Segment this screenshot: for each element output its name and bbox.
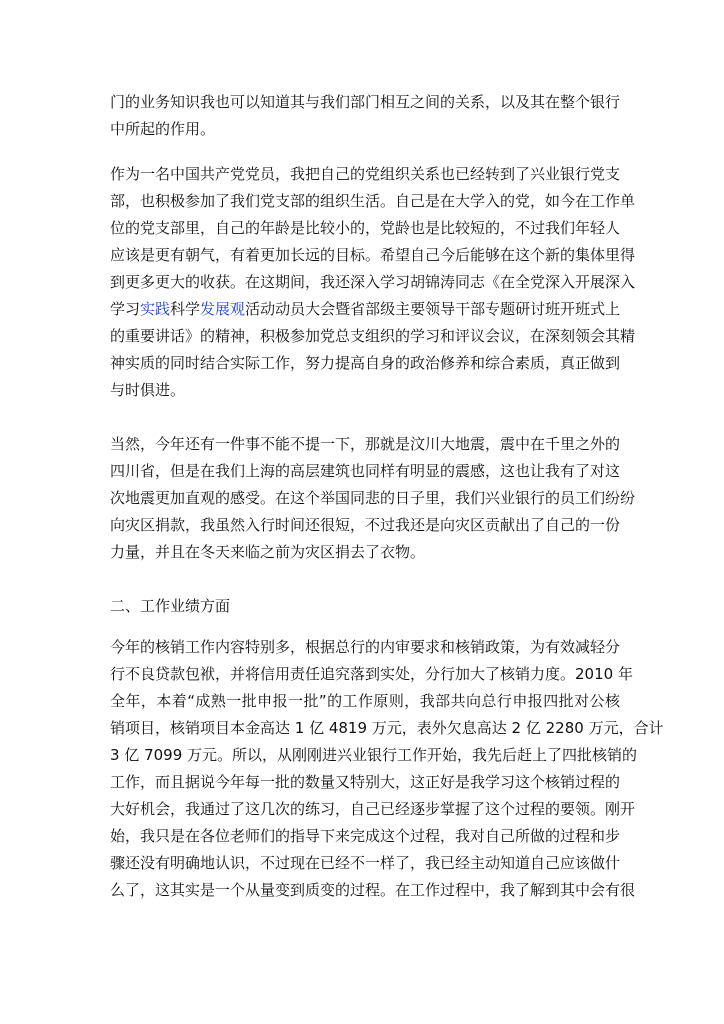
paragraph-dept-knowledge bbox=[110, 89, 620, 143]
text-line: 的重要讲话》的精神，积极参加党总支组织的学习和评议会议，在深刻领会其精 bbox=[110, 327, 636, 345]
text-line: 到更多更大的收获。在这期间，我还深入学习胡锦涛同志《在全党深入开展深入 bbox=[110, 273, 636, 291]
text-line-with-links bbox=[110, 296, 620, 323]
text-line: 中所起的作用。 bbox=[110, 120, 216, 138]
text-segment: 学习 bbox=[110, 300, 141, 318]
paragraph-earthquake bbox=[110, 431, 636, 566]
paragraph-write-off-work bbox=[110, 634, 664, 904]
text-segment: 科学 bbox=[170, 300, 201, 318]
link-practice[interactable]: 实践 bbox=[140, 300, 171, 318]
text-line: 工作，而且据说今年每一批的数量又特别大，这正好是我学习这个核销过程的 bbox=[110, 773, 621, 791]
text-line: 位的党支部里，自己的年龄是比较小的，党龄也是比较短的，不过我们年轻人 bbox=[110, 219, 621, 237]
text-line: 次地震更加直观的感受。在这个举国同悲的日子里，我们兴业银行的员工们纷纷 bbox=[110, 489, 636, 507]
heading-text: 二、工作业绩方面 bbox=[110, 597, 231, 615]
text-line: 今年的核销工作内容特别多，根据总行的内审要求和核销政策，为有效减轻分 bbox=[110, 638, 621, 656]
text-line: 销项目，核销项目本金高达 1 亿 4819 万元，表外欠息高达 2 亿 2280 万元，合计 bbox=[110, 719, 664, 737]
text-line: 应该是更有朝气，有着更加长远的目标。希望自己今后能够在这个新的集体里得 bbox=[110, 246, 636, 264]
text-line: 向灾区捐款，我虽然入行时间还很短，不过我还是向灾区贡献出了自己的一份 bbox=[110, 516, 621, 534]
text-line: 四川省，但是在我们上海的高层建筑也同样有明显的震感，这也让我有了对这 bbox=[110, 462, 621, 480]
text-segment: 活动动员大会暨省部级主要领导干部专题研讨班开班式上 bbox=[245, 300, 621, 318]
text-line: 全年，本着“成熟一批申报一批”的工作原则，我部共向总行申报四批对公核 bbox=[110, 692, 620, 710]
text-line: 与时俱进。 bbox=[110, 381, 186, 399]
text-line: 3 亿 7099 万元。所以，从刚刚进兴业银行工作开始，我先后赶上了四批核销的 bbox=[110, 746, 638, 764]
text-line: 当然，今年还有一件事不能不提一下，那就是汶川大地震，震中在千里之外的 bbox=[110, 435, 621, 453]
text-line: 骤还没有明确地认识，不过现在已经不一样了，我已经主动知道自己应该做什 bbox=[110, 854, 621, 872]
section-heading bbox=[110, 593, 620, 620]
text-line: 神实质的同时结合实际工作，努力提高自身的政治修养和综合素质，真正做到 bbox=[110, 354, 621, 372]
link-development-concept[interactable]: 发展观 bbox=[200, 300, 246, 318]
paragraph-party-member bbox=[110, 161, 636, 404]
text-line: 行不良贷款包袱，并将信用责任追究落到实处，分行加大了核销力度。2010 年 bbox=[110, 665, 633, 683]
text-line: 作为一名中国共产党党员，我把自己的党组织关系也已经转到了兴业银行党支 bbox=[110, 165, 621, 183]
text-line: 力量，并且在冬天来临之前为灾区捐去了衣物。 bbox=[110, 543, 426, 561]
text-line: 大好机会，我通过了这几次的练习，自己已经逐步掌握了这个过程的要领。刚开 bbox=[110, 800, 636, 818]
text-line: 么了，这其实是一个从量变到质变的过程。在工作过程中，我了解到其中会有很 bbox=[110, 881, 636, 899]
text-line: 门的业务知识我也可以知道其与我们部门相互之间的关系，以及其在整个银行 bbox=[110, 93, 621, 111]
text-line: 部，也积极参加了我们党支部的组织生活。自己是在大学入的党，如今在工作单 bbox=[110, 192, 636, 210]
text-line: 始，我只是在各位老师们的指导下来完成这个过程，我对自己所做的过程和步 bbox=[110, 827, 621, 845]
